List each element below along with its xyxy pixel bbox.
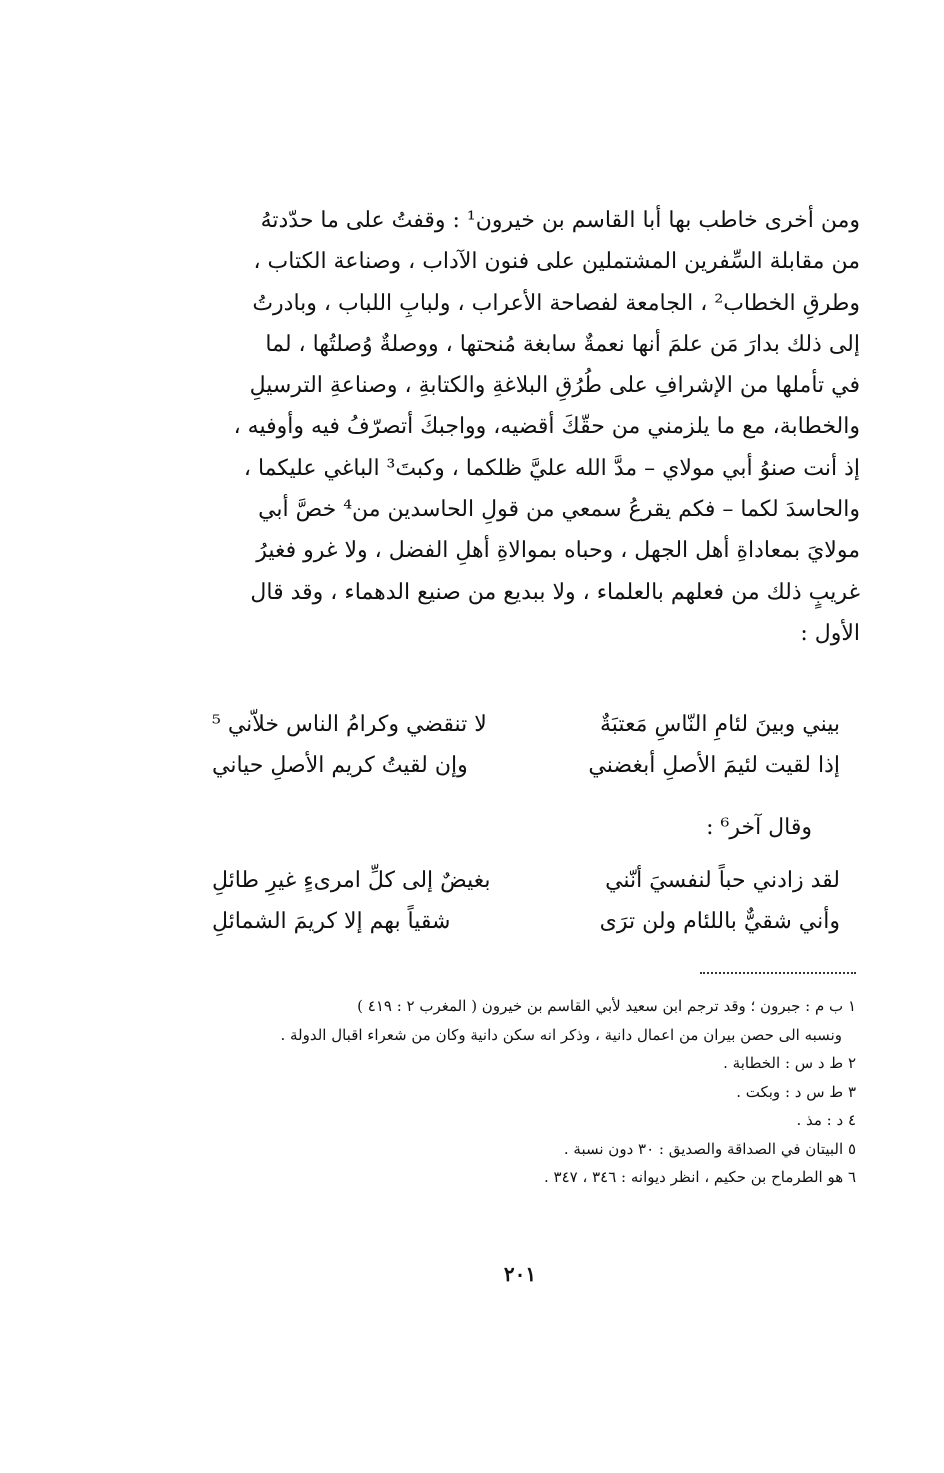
footnote-continuation: ونسبه الى حصن بيران من اعمال دانية ، وذكر انه سكن دانية وكان من شعراء اقبال الدولة . (280, 1025, 842, 1044)
prose-line: ومن أخرى خاطب بها أبا القاسم بن خيرون¹ : وقفتُ على ما حدّدتهُ (260, 208, 860, 233)
footnote-separator (700, 972, 856, 974)
footnote: ٦ هو الطرماح بن حكيم ، انظر ديوانه : ٣٤٦ ، ٣٤٧ . (544, 1168, 856, 1186)
hemistich-first: لقد زادني حباً لنفسيَ أنّني (605, 868, 840, 893)
verse-line (150, 909, 840, 950)
hemistich-first: بيني وبينَ لئامِ النّاسِ مَعتبَةٌ (600, 712, 840, 737)
footnote: ٢ ط د س : الخطابة . (723, 1054, 856, 1072)
prose-line: إذ أنت صنوُ أبي مولاي – مدَّ الله عليَّ ظلكما ، وكبتَ³ الباغي عليكما ، (243, 455, 860, 481)
poem-first (150, 712, 840, 794)
page-number: ٢٠١ (503, 1262, 537, 1286)
hemistich-second: وإن لقيتُ كريم الأصلِ حياني (212, 753, 468, 778)
prose-line: من مقابلة السِّفرين المشتملين على فنون الآداب ، وصناعة الكتاب ، (253, 249, 860, 275)
prose-paragraph (152, 200, 860, 654)
footnote: ٣ ط س د : وبكت . (736, 1082, 856, 1101)
footnotes (150, 992, 856, 1192)
prose-line: مولايَ بمعاداةِ أهل الجهل ، وحباه بموالاةِ أهلِ الفضل ، ولا غرو فغيرُ (256, 538, 860, 564)
prose-line: في تأملها من الإشرافِ على طُرُقِ البلاغةِ والكتابةِ ، وصناعةِ الترسيلِ (249, 373, 860, 399)
hemistich-first: وأني شقيٌّ باللئام ولن ترَى (599, 909, 840, 934)
prose-line: والحاسدَ لكما – فكم يقرعُ سمعي من قولِ الحاسدين من⁴ خصَّ أبي (258, 497, 860, 523)
hemistich-second: لا تنقضي وكرامُ الناس خلاّني ⁵ (212, 712, 487, 737)
prose-line: غريبٍ ذلك من فعلهم بالعلماء ، ولا ببديع من صنيع الدهماء ، وقد قال (250, 579, 860, 605)
poem-intro: وقال آخر⁶ : (706, 815, 812, 840)
hemistich-second: بغيضٌ إلى كلِّ امرىءٍ غيرِ طائلِ (212, 868, 491, 893)
prose-line: وطرقِ الخطاب² ، الجامعة لفصاحة الأعراب ، ولبابِ اللباب ، وبادرتُ (252, 290, 860, 316)
verse-line (150, 712, 840, 753)
prose-line: والخطابة، مع ما يلزمني من حقّكَ أقضيه، وواجبكَ أتصرّفُ فيه وأوفيه ، (233, 414, 860, 440)
footnote: ٥ البيتان في الصداقة والصديق : ٣٠ دون نسبة . (563, 1139, 856, 1158)
verse-line (150, 753, 840, 794)
hemistich-first: إذا لقيت لئيمَ الأصلِ أبغضني (588, 753, 840, 778)
prose-line: الأول : (800, 620, 860, 646)
footnote: ٤ د : مذ . (796, 1111, 856, 1129)
poem-second (150, 868, 840, 950)
hemistich-second: شقياً بهم إلا كريمَ الشمائلِ (212, 909, 451, 934)
prose-line: إلى ذلك بدارَ مَن علمَ أنها نعمةٌ سابغة مُنحتها ، ووصلةٌ وُصلتُها ، لما (265, 331, 860, 357)
verse-line (150, 868, 840, 909)
footnote: ١ ب م : جبرون ؛ وقد ترجم ابن سعيد لأبي القاسم بن خيرون ( المغرب ٢ : ٤١٩ ) (357, 997, 856, 1015)
